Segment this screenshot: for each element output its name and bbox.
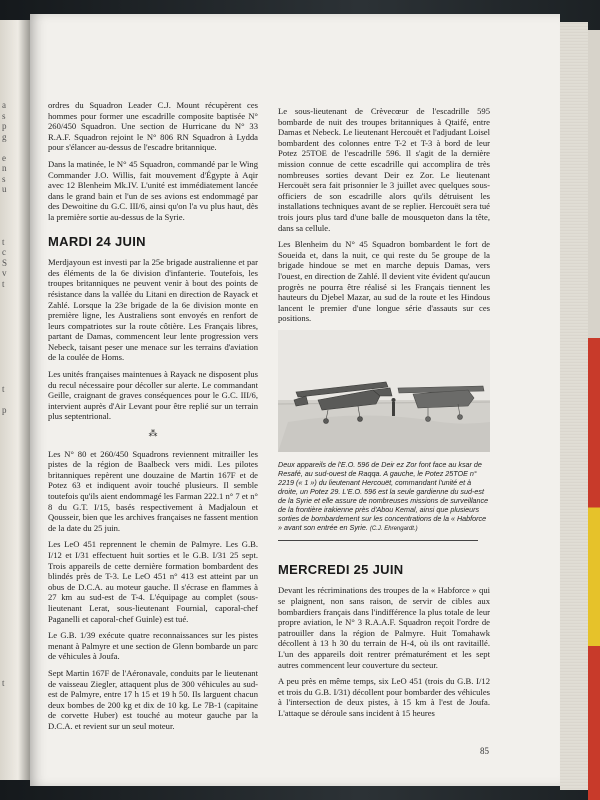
paragraph: Dans la matinée, le N° 45 Squadron, commandé par le Wing Commander J.O. Willis, fait mouvement d'Égypte à Aqir avec 12 Blenheim Mk.IV. L'unité est immédiatement lancée dans le grand bain et l'un de ses avions est endommagé par des Dewoitine du G.C. III/6, ainsi qu'on l'a vu plus haut, dès la première sortie au-dessus de la Syrie.	[48, 158, 258, 222]
section-heading-wednesday: MERCREDI 25 JUIN	[278, 561, 404, 577]
facing-page-fragment: v	[2, 268, 7, 278]
paragraph: Les unités françaises maintenues à Rayack ne disposent plus du recul nécessaire pour décoller sur alerte. Le commandant Geille, craignant de graves conséquences pour le G.C. III/6, intervient auprès d'Air Levant pour être replié sur un terrain plus septentrional.	[48, 369, 258, 422]
paragraph: Merdjayoun est investi par la 25e brigade australienne et par des éléments de la 6e division d'infanterie. Toutefois, les troupes britanniques ne peuvent venir à bout des points de résistance dans la vallée du Litani en direction de Rayack et Zahlé. Lorsque la 23e brigade de la 6e division monte en première ligne, les Australiens sont envoyés en renfort de leurs compatriotes sur la route côtière. Les Français libres, partant de Damas, commencent leur lente progression vers Nebeck, taisant peser une menace sur les terrains d'aviation de la coulée de Homs.	[48, 257, 258, 363]
photo-caption	[278, 460, 490, 534]
paragraph: Les N° 80 et 260/450 Squadrons reviennent mitrailler les pistes de la région de Baalbeck vers midi. Les pilotes britanniques repèrent une douzaine de Martin 167F et de Potez 63 et indiquent avoir touché plusieurs. Il semble toutefois qu'ils aient endommagé les Farman 222.1 n° 7 et n° 8 du G.T. I/15, basés respectivement à Madjaloun et Qousseir, bien que les archives françaises ne fassent mention de la date du 25 juin.	[48, 448, 258, 533]
paragraph: A peu près en même temps, six LeO 451 (trois du G.B. I/12 et trois du G.B. I/31) décollent pour bombarder des véhicules à l'intersection de deux pistes, à 15 km à l'est de Joufa. L'attaque se déroule sans incident à 15 heures	[278, 676, 490, 718]
paragraph: Le G.B. 1/39 exécute quatre reconnaissances sur les pistes menant à Palmyre et une section de Glenn bombarde un parc de véhicules à Joufa.	[48, 630, 258, 662]
paragraph: Sept Martin 167F de l'Aéronavale, conduits par le lieutenant de vaisseau Ziegler, attaquent plus de 300 véhicules au sud-est de Palmyre, entre 17 h 15 et 19 h 50. Ils larguent chacun deux bombes de 200 kg et dix de 10 kg. Le 7B-1 (capitaine de corvette Huber) est touché au moteur gauche par la D.C.A. et revient sur un seul moteur.	[48, 667, 258, 731]
facing-page-fragment: e	[2, 152, 6, 163]
paragraph: Les LeO 451 reprennent le chemin de Palmyre. Les G.B. I/12 et I/31 effectuent huit sorties et le G.B. I/31 25 sept. Trois appareils de cette dernière formation bombardent des blindés près de T-3. Le LeO 451 n° 413 est atteint par un obus de D.C.A. au moteur gauche. Il s'écrase en flammes à 27 km au sud-est de T-4. L'équipage au complet (sous-lieutenant Lerat, sous-lieutenant Fournial, caporal-chef Paganelli et caporal-chef Guinle) est tué.	[48, 539, 258, 624]
facing-page-fragment: t	[2, 278, 5, 289]
facing-page-fragment: s	[2, 173, 6, 184]
paragraph: Le sous-lieutenant de Crèvecœur de l'escadrille 595 bombarde de nuit des troupes britanniques à Qtaifé, entre Damas et Nebeck. Le lieutenant Hercouët et l'adjudant Loisel bombardent des colonnes entre T-2 et T-3 à bord de leur Potez 25TOE de l'escadrille 596. Il s'agit de la dernière mission connue de cette escadrille qui accomplira de très nombreuses sorties devant Deir ez Zor. Le lieutenant Hercouët sera fait prisonnier le 3 juillet avec quelques sous-officiers de son escadrille alors qu'ils détruisent les installations techniques avant de se replier. Hercouët sera tué trois jours plus tard d'une balle de mousqueton dans la tête, dans sa cellule.	[278, 106, 490, 233]
facing-page-edge	[0, 20, 30, 780]
facing-page-fragment: p	[2, 404, 7, 415]
paragraph: Les Blenheim du N° 45 Squadron bombardent le fort de Soueida et, dans la nuit, ce qui reste du 5e groupe de la brigade hindoue se met en marche depuis Damas, vers l'ouest, en direction de Zahlé. Il devient vite évident qu'aucun progrès ne pourra être réalisé si les Français tiennent les hauteurs du Djebel Mazar, au sud de la route et les Hindous lancent le premier d'une longue série d'assauts sur ces positions.	[278, 239, 490, 324]
caption-text: Deux appareils de l'E.O. 596 de Deir ez Zor font face au ksar de Resafé, au sud-ouest de Raqqa. A gauche, le Potez 25TOE n° 2219 (« 1 ») du lieutenant Hercouët, commandant l'unité et à droite, un Potez 29. L'E.O. 596 est la seule gardienne du sud-est de la Syrie et elle assure de nombreuses missions de surveillance de la frontière irakienne près d'Abou Kemal, ainsi que plusieurs sorties de bombardement sur les concentrations de la « Habforce » avant son entrée en Syrie.	[278, 459, 489, 532]
facing-page-fragment: p	[2, 121, 7, 131]
caption-credit: (C.J. Ehrengardt.)	[369, 525, 418, 532]
caption-rule	[278, 540, 478, 541]
facing-page-fragment: a	[2, 100, 6, 110]
facing-page-fragment: g	[2, 131, 7, 142]
facing-page-fragment: t	[2, 383, 5, 394]
color-tabs	[588, 30, 600, 800]
page-stack-edge	[560, 22, 588, 790]
section-separator: ⁂	[148, 428, 158, 439]
facing-page-fragment: s	[2, 110, 6, 121]
page-number: 85	[480, 746, 489, 756]
aircraft-photo	[278, 330, 490, 452]
right-column	[278, 106, 490, 725]
facing-page-fragment: c	[2, 247, 6, 257]
paragraph: ordres du Squadron Leader C.J. Mount récupèrent ces hommes pour former une escadrille composite baptisée N° 260/450 Squadron. Une section de Hurricane du N° 33 R.A.F. Squadron rejoint le N° 806 RN Squadron à Lydda pour s'élancer au-dessus de l'escadre britannique.	[48, 100, 258, 153]
paragraph: Devant les récriminations des troupes de la « Habforce » qui se plaignent, non sans raison, de servir de cibles aux bombardiers français dans l'indifférence la plus totale de leur propre aviation, le N° 3 R.A.A.F. Squadron reçoit l'ordre de patrouiller dans la région de Palmyre. Huit Tomahawk décollent à 13 h 30 du terrain de H-4, où ils ont ravitaillé. L'un des appareils doit rentrer prématurément et les sept autres commencent leur couverture du secteur.	[278, 585, 490, 670]
facing-page-fragment: t	[2, 236, 5, 247]
left-column	[48, 100, 258, 737]
facing-page-fragment: S	[2, 257, 8, 268]
facing-page-fragment: u	[2, 184, 7, 194]
facing-page-fragment: t	[2, 677, 5, 688]
section-heading-tuesday: MARDI 24 JUIN	[48, 233, 146, 249]
facing-page-fragment: n	[2, 163, 7, 173]
